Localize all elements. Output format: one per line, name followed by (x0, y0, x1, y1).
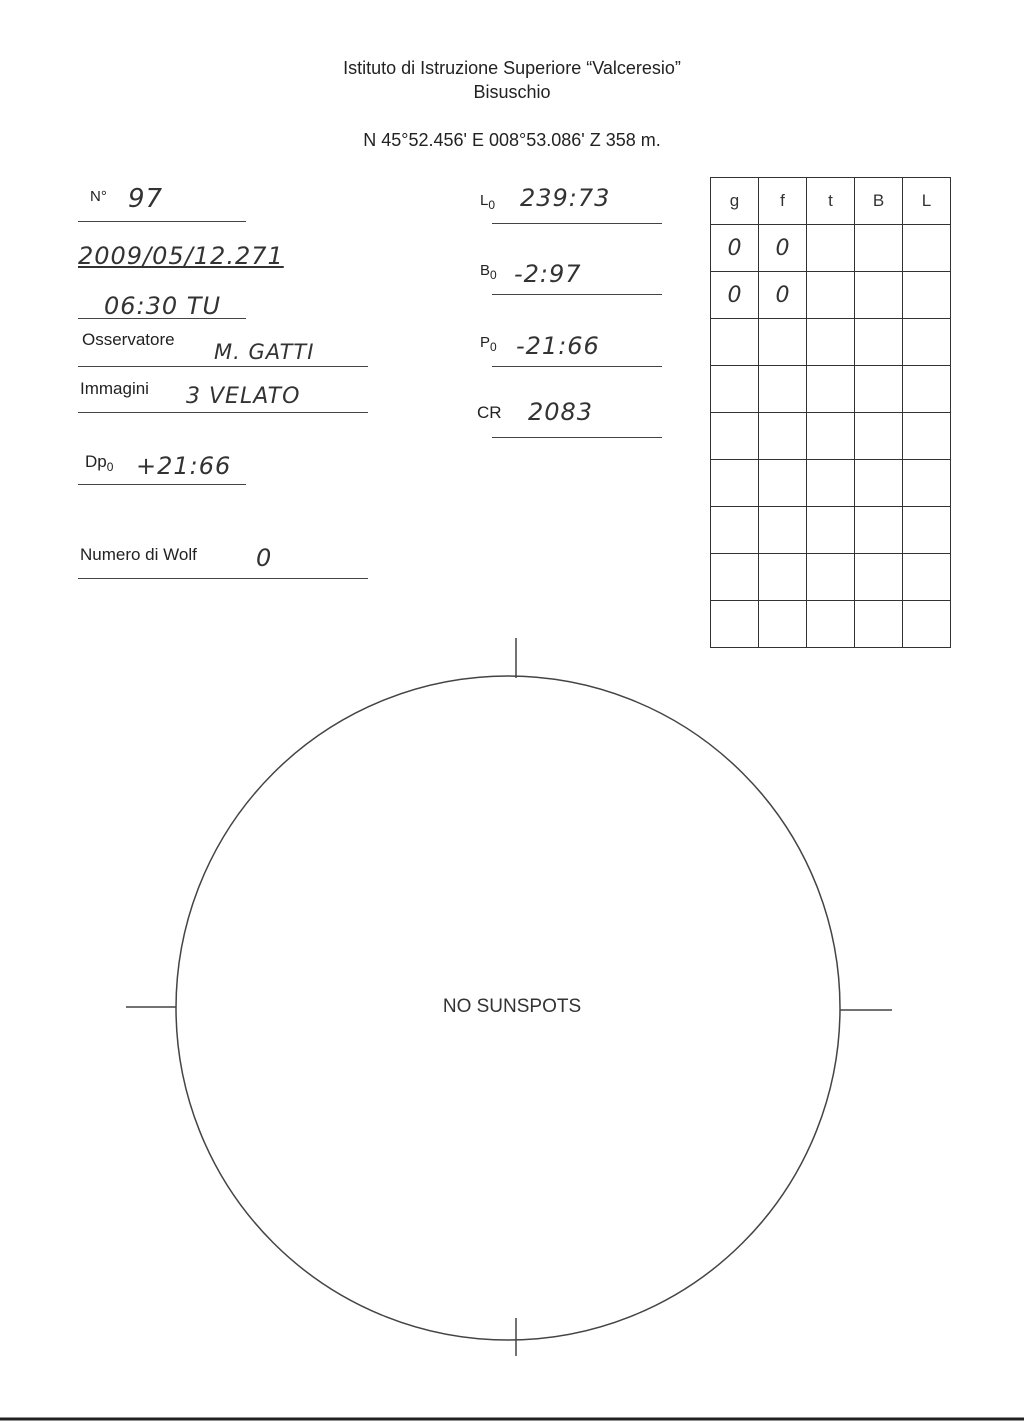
l0-subscript: 0 (488, 198, 496, 212)
table-cell: 0 (711, 272, 759, 319)
table-cell: 0 (759, 272, 807, 319)
observer-name: M. GATTI (214, 340, 315, 364)
number-label: N° (90, 188, 107, 205)
wolf-number-value: 0 (256, 544, 273, 572)
l0-value: 239:73 (520, 184, 611, 212)
l0-letter: L (480, 192, 489, 209)
dp0-letter: Dp (85, 452, 107, 471)
dp0-subscript: 0 (106, 460, 114, 474)
cr-label: CR (477, 403, 502, 422)
observation-time: 06:30 TU (104, 292, 222, 320)
table-cell: 0 (711, 225, 759, 272)
column-header-f: f (759, 178, 807, 225)
observation-date: 2009/05/12.271 (78, 242, 284, 270)
no-sunspots-note: NO SUNSPOTS (442, 996, 582, 1017)
dp0-value: +21:66 (136, 452, 232, 480)
column-header-l: L (903, 178, 951, 225)
b0-value: -2:97 (514, 260, 582, 288)
column-header-g: g (711, 178, 759, 225)
observatory-coordinates: N 45°52.456' E 008°53.086' Z 358 m. (363, 130, 661, 150)
table-cell: 0 (759, 225, 807, 272)
cr-value: 2083 (528, 398, 594, 426)
p0-letter: P (480, 334, 491, 351)
observation-number: 97 (128, 184, 164, 214)
p0-value: -21:66 (516, 332, 600, 360)
b0-letter: B (480, 262, 491, 279)
images-label: Immagini (80, 379, 149, 398)
institute-title: Istituto di Istruzione Superiore “Valceresio” (343, 58, 681, 78)
institute-town: Bisuschio (473, 82, 551, 102)
p0-subscript: 0 (490, 340, 497, 354)
wolf-number-label: Numero di Wolf (80, 545, 197, 564)
images-value: 3 VELATO (186, 384, 301, 409)
column-header-b: B (855, 178, 903, 225)
b0-subscript: 0 (490, 268, 497, 282)
column-header-t: t (807, 178, 855, 225)
observer-label: Osservatore (82, 330, 175, 349)
